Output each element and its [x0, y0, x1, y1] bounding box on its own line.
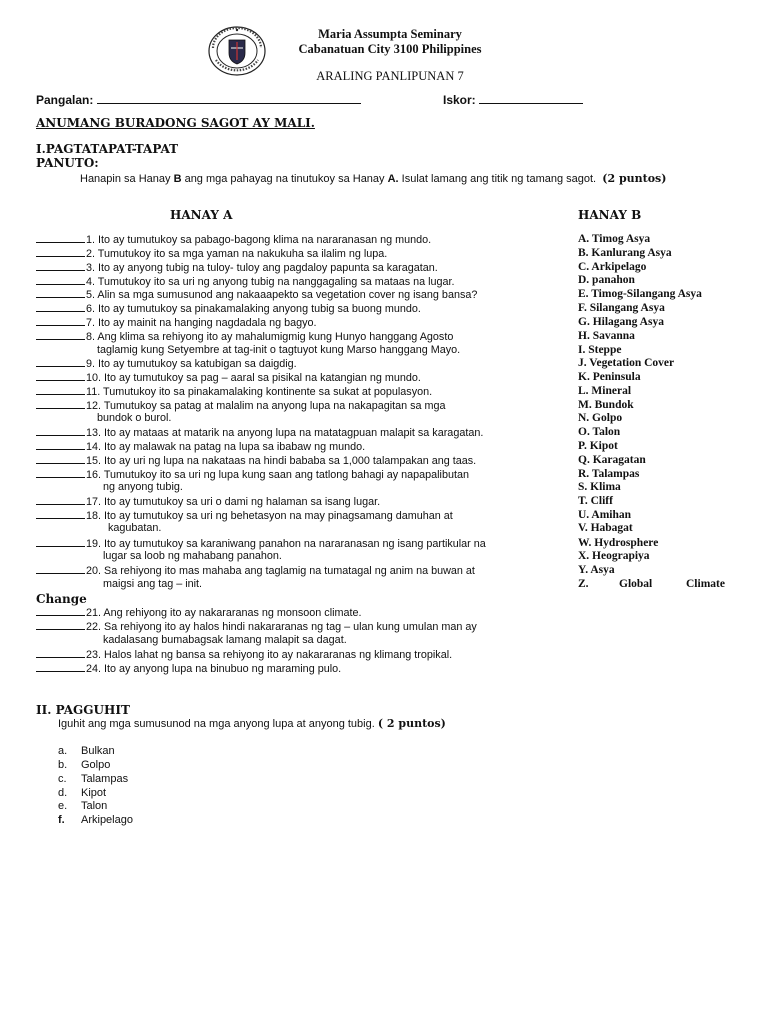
panuto-label: PANUTO:	[36, 156, 99, 170]
question-item	[36, 606, 362, 619]
points-label: ( 2 puntos)	[377, 717, 446, 730]
choice-item: J. Vegetation Cover	[578, 357, 675, 369]
question-continuation: taglamig kung Setyembre at tag-init o tagtuyot kung Marso hanggang Mayo.	[97, 344, 461, 356]
list-text: Bulkan	[81, 745, 115, 757]
question-item	[36, 537, 486, 550]
question-item	[36, 357, 297, 370]
list-text: Kipot	[81, 787, 107, 799]
question-text: 16. Tumutukoy ito sa uri ng lupa kung saan ang tatlong bahagi ay napapalibutan	[86, 469, 469, 481]
question-item	[36, 371, 421, 384]
question-text: 14. Ito ay malawak na patag na lupa sa ibabaw ng mundo.	[86, 441, 366, 453]
answer-blank[interactable]	[36, 648, 85, 658]
answer-blank[interactable]	[36, 440, 85, 450]
answer-blank[interactable]	[36, 468, 85, 478]
question-item	[36, 385, 432, 398]
list-letter: e.	[58, 800, 68, 812]
list-letter: f.	[58, 814, 65, 826]
question-text: 24. Ito ay anyong lupa na binubuo ng maraming pulo.	[86, 663, 342, 675]
question-item	[36, 399, 446, 412]
name-label: Pangalan:	[36, 93, 94, 107]
question-text: 22. Sa rehiyong ito ay halos hindi nakararanas ng tag – ulan kung umulan man ay	[86, 621, 477, 633]
question-text: 4. Tumutukoy ito sa uri ng anyong tubig na nanggagaling sa mataas na lugar.	[86, 276, 455, 288]
question-item	[36, 509, 453, 522]
choice-item: B. Kanlurang Asya	[578, 247, 672, 259]
list-item	[58, 800, 108, 812]
question-text: 1. Ito ay tumutukoy sa pabago-bagong klima na nararanasan ng mundo.	[86, 234, 432, 246]
question-item	[36, 564, 475, 577]
answer-blank[interactable]	[36, 316, 85, 326]
list-item	[58, 745, 115, 757]
list-letter: d.	[58, 787, 68, 799]
choice-item: G. Hilagang Asya	[578, 316, 664, 328]
question-text: 9. Ito ay tumutukoy sa katubigan sa daigdig.	[86, 358, 297, 370]
question-item	[36, 275, 455, 288]
question-item	[36, 316, 317, 329]
question-continuation: ng anyong tubig.	[103, 481, 183, 493]
answer-blank[interactable]	[36, 275, 85, 285]
part2-title: II. PAGGUHIT	[36, 703, 130, 717]
list-text: Talampas	[81, 773, 129, 785]
choice-item: T. Cliff	[578, 495, 613, 507]
question-continuation: lugar sa loob ng mahabang panahon.	[103, 550, 282, 562]
choice-item: W. Hydrosphere	[578, 537, 659, 549]
choice-item: O. Talon	[578, 426, 621, 438]
choice-item: A. Timog Asya	[578, 233, 651, 245]
choice-word: Global	[619, 578, 653, 590]
choice-item: V. Habagat	[578, 522, 633, 534]
school-address: Cabanatuan City 3100 Philippines	[298, 42, 482, 56]
answer-blank[interactable]	[36, 302, 85, 312]
choice-item: C. Arkipelago	[578, 261, 647, 273]
question-text: 19. Ito ay tumutukoy sa karaniwang panahon na nararanasan ng isang partikular na	[86, 538, 486, 550]
choice-item: P. Kipot	[578, 440, 618, 452]
question-text: 17. Ito ay tumutukoy sa uri o dami ng halaman sa isang lugar.	[86, 496, 381, 508]
question-text: 2. Tumutukoy ito sa mga yaman na nakukuha sa ilalim ng lupa.	[86, 248, 388, 260]
choice-letter: Z.	[578, 578, 589, 590]
choice-item: E. Timog-Silangang Asya	[578, 288, 702, 300]
question-item	[36, 247, 387, 260]
points-label: (2 puntos)	[602, 172, 667, 185]
answer-blank[interactable]	[36, 371, 85, 381]
choice-word: Climate	[686, 578, 725, 590]
choice-item: D. panahon	[578, 274, 635, 286]
question-item	[36, 261, 438, 274]
answer-blank[interactable]	[36, 564, 85, 574]
question-text: 18. Ito ay tumutukoy sa uri ng behetasyon na may pinagsamang damuhan at	[86, 510, 453, 522]
question-item	[36, 426, 483, 439]
choice-item: M. Bundok	[578, 399, 634, 411]
question-continuation: maigsi ang tag – init.	[103, 578, 203, 590]
question-text: 6. Ito ay tumutukoy sa pinakamalaking anyong tubig sa buong mundo.	[86, 303, 421, 315]
answer-blank[interactable]	[36, 247, 85, 257]
choice-item: I. Steppe	[578, 344, 622, 356]
score-row	[443, 93, 583, 107]
answer-blank[interactable]	[36, 261, 85, 271]
choice-item-z	[578, 578, 733, 590]
question-text: 8. Ang klima sa rehiyong ito ay mahalumigmig kung Hunyo hanggang Agosto	[86, 331, 454, 343]
answer-blank[interactable]	[36, 426, 85, 436]
list-letter: a.	[58, 745, 68, 757]
answer-blank[interactable]	[36, 330, 85, 340]
question-text: 13. Ito ay mataas at matarik na anyong lupa na matatagpuan malapit sa karagatan.	[86, 427, 484, 439]
question-item	[36, 330, 453, 343]
question-item	[36, 620, 477, 633]
question-item	[36, 440, 365, 453]
list-letter: b.	[58, 759, 68, 771]
choice-item: L. Mineral	[578, 385, 632, 397]
list-item	[58, 814, 133, 826]
question-text: 11. Tumutukoy ito sa pinakamalaking kontinente sa sukat at populasyon.	[86, 386, 433, 398]
question-continuation: kagubatan.	[108, 522, 162, 534]
answer-blank[interactable]	[36, 399, 85, 409]
score-label: Iskor:	[443, 93, 476, 107]
question-item	[36, 233, 431, 246]
choice-item: R. Talampas	[578, 468, 640, 480]
instruction-text: ang mga pahayag na tinutukoy sa Hanay	[181, 173, 388, 185]
score-field[interactable]	[479, 93, 583, 104]
question-continuation: kadalasang bumabagsak lamang malapit sa dagat.	[103, 634, 347, 646]
answer-blank[interactable]	[36, 495, 85, 505]
hanay-a-heading: HANAY A	[170, 208, 233, 222]
instruction-text: Isulat lamang ang titik ng tamang sagot.	[398, 173, 597, 185]
answer-blank[interactable]	[36, 606, 85, 616]
list-item	[58, 787, 107, 799]
question-text: 12. Tumutukoy sa patag at malalim na anyong lupa na nakapagitan sa mga	[86, 400, 446, 412]
question-item	[36, 648, 452, 661]
answer-blank[interactable]	[36, 662, 85, 672]
answer-blank[interactable]	[36, 357, 85, 367]
question-text: 23. Halos lahat ng bansa sa rehiyong ito ay nakararanas ng klimang tropikal.	[86, 649, 453, 661]
warning-text: ANUMANG BURADONG SAGOT AY MALI.	[36, 116, 315, 130]
instruction-text: Iguhit ang mga sumusunod na mga anyong lupa at anyong tubig.	[58, 718, 375, 730]
question-item	[36, 302, 421, 315]
question-item	[36, 454, 476, 467]
list-item	[58, 759, 111, 771]
school-seal-logo	[208, 26, 266, 76]
instruction-a: A.	[387, 173, 399, 185]
question-text: 20. Sa rehiyong ito mas mahaba ang taglamig na tumatagal ng anim na buwan at	[86, 565, 475, 577]
question-item	[36, 468, 469, 481]
question-text: 15. Ito ay uri ng lupa na nakataas na hindi bababa sa 1,000 talampakan ang taas.	[86, 455, 477, 467]
part1-title: I.PAGTATAPAT-TAPAT	[36, 142, 179, 156]
question-item	[36, 288, 477, 301]
list-item	[58, 773, 129, 785]
list-text: Golpo	[81, 759, 111, 771]
choice-item: Q. Karagatan	[578, 454, 646, 466]
answer-blank[interactable]	[36, 385, 85, 395]
choice-item: K. Peninsula	[578, 371, 641, 383]
question-text: 7. Ito ay mainit na hanging nagdadala ng bagyo.	[86, 317, 317, 329]
question-text: 3. Ito ay anyong tubig na tuloy- tuloy ang pagdaloy papunta sa karagatan.	[86, 262, 438, 274]
part2-instruction	[58, 717, 446, 730]
answer-blank[interactable]	[36, 288, 85, 298]
list-text: Talon	[81, 800, 108, 812]
list-text: Arkipelago	[81, 814, 133, 826]
name-field[interactable]	[97, 93, 361, 104]
hanay-b-heading: HANAY B	[578, 208, 642, 222]
subject-title: ARALING PANLIPUNAN 7	[316, 69, 464, 83]
choice-item: F. Silangang Asya	[578, 302, 665, 314]
school-name: Maria Assumpta Seminary	[318, 27, 462, 41]
question-continuation: bundok o burol.	[97, 412, 172, 424]
instruction-text: Hanapin sa Hanay	[80, 173, 174, 185]
part1-instruction	[80, 172, 666, 185]
answer-blank[interactable]	[36, 454, 85, 464]
instruction-b: B	[173, 173, 182, 185]
question-item	[36, 495, 380, 508]
choice-item: S. Klima	[578, 481, 621, 493]
question-text: 5. Alin sa mga sumusunod ang nakaaapekto sa vegetation cover ng isang bansa?	[86, 289, 478, 301]
answer-blank[interactable]	[36, 620, 85, 630]
question-text: 21. Ang rehiyong ito ay nakararanas ng monsoon climate.	[86, 607, 362, 619]
answer-blank[interactable]	[36, 509, 85, 519]
list-letter: c.	[58, 773, 67, 785]
choice-item: U. Amihan	[578, 509, 632, 521]
answer-blank[interactable]	[36, 537, 85, 547]
change-label: Change	[36, 592, 87, 606]
choice-item: Y. Asya	[578, 564, 615, 576]
form-row	[36, 93, 361, 107]
question-item	[36, 662, 341, 675]
choice-item: X. Heograpiya	[578, 550, 650, 562]
choice-item: N. Golpo	[578, 412, 623, 424]
choice-item: H. Savanna	[578, 330, 635, 342]
answer-blank[interactable]	[36, 233, 85, 243]
question-text: 10. Ito ay tumutukoy sa pag – aaral sa pisikal na katangian ng mundo.	[86, 372, 421, 384]
